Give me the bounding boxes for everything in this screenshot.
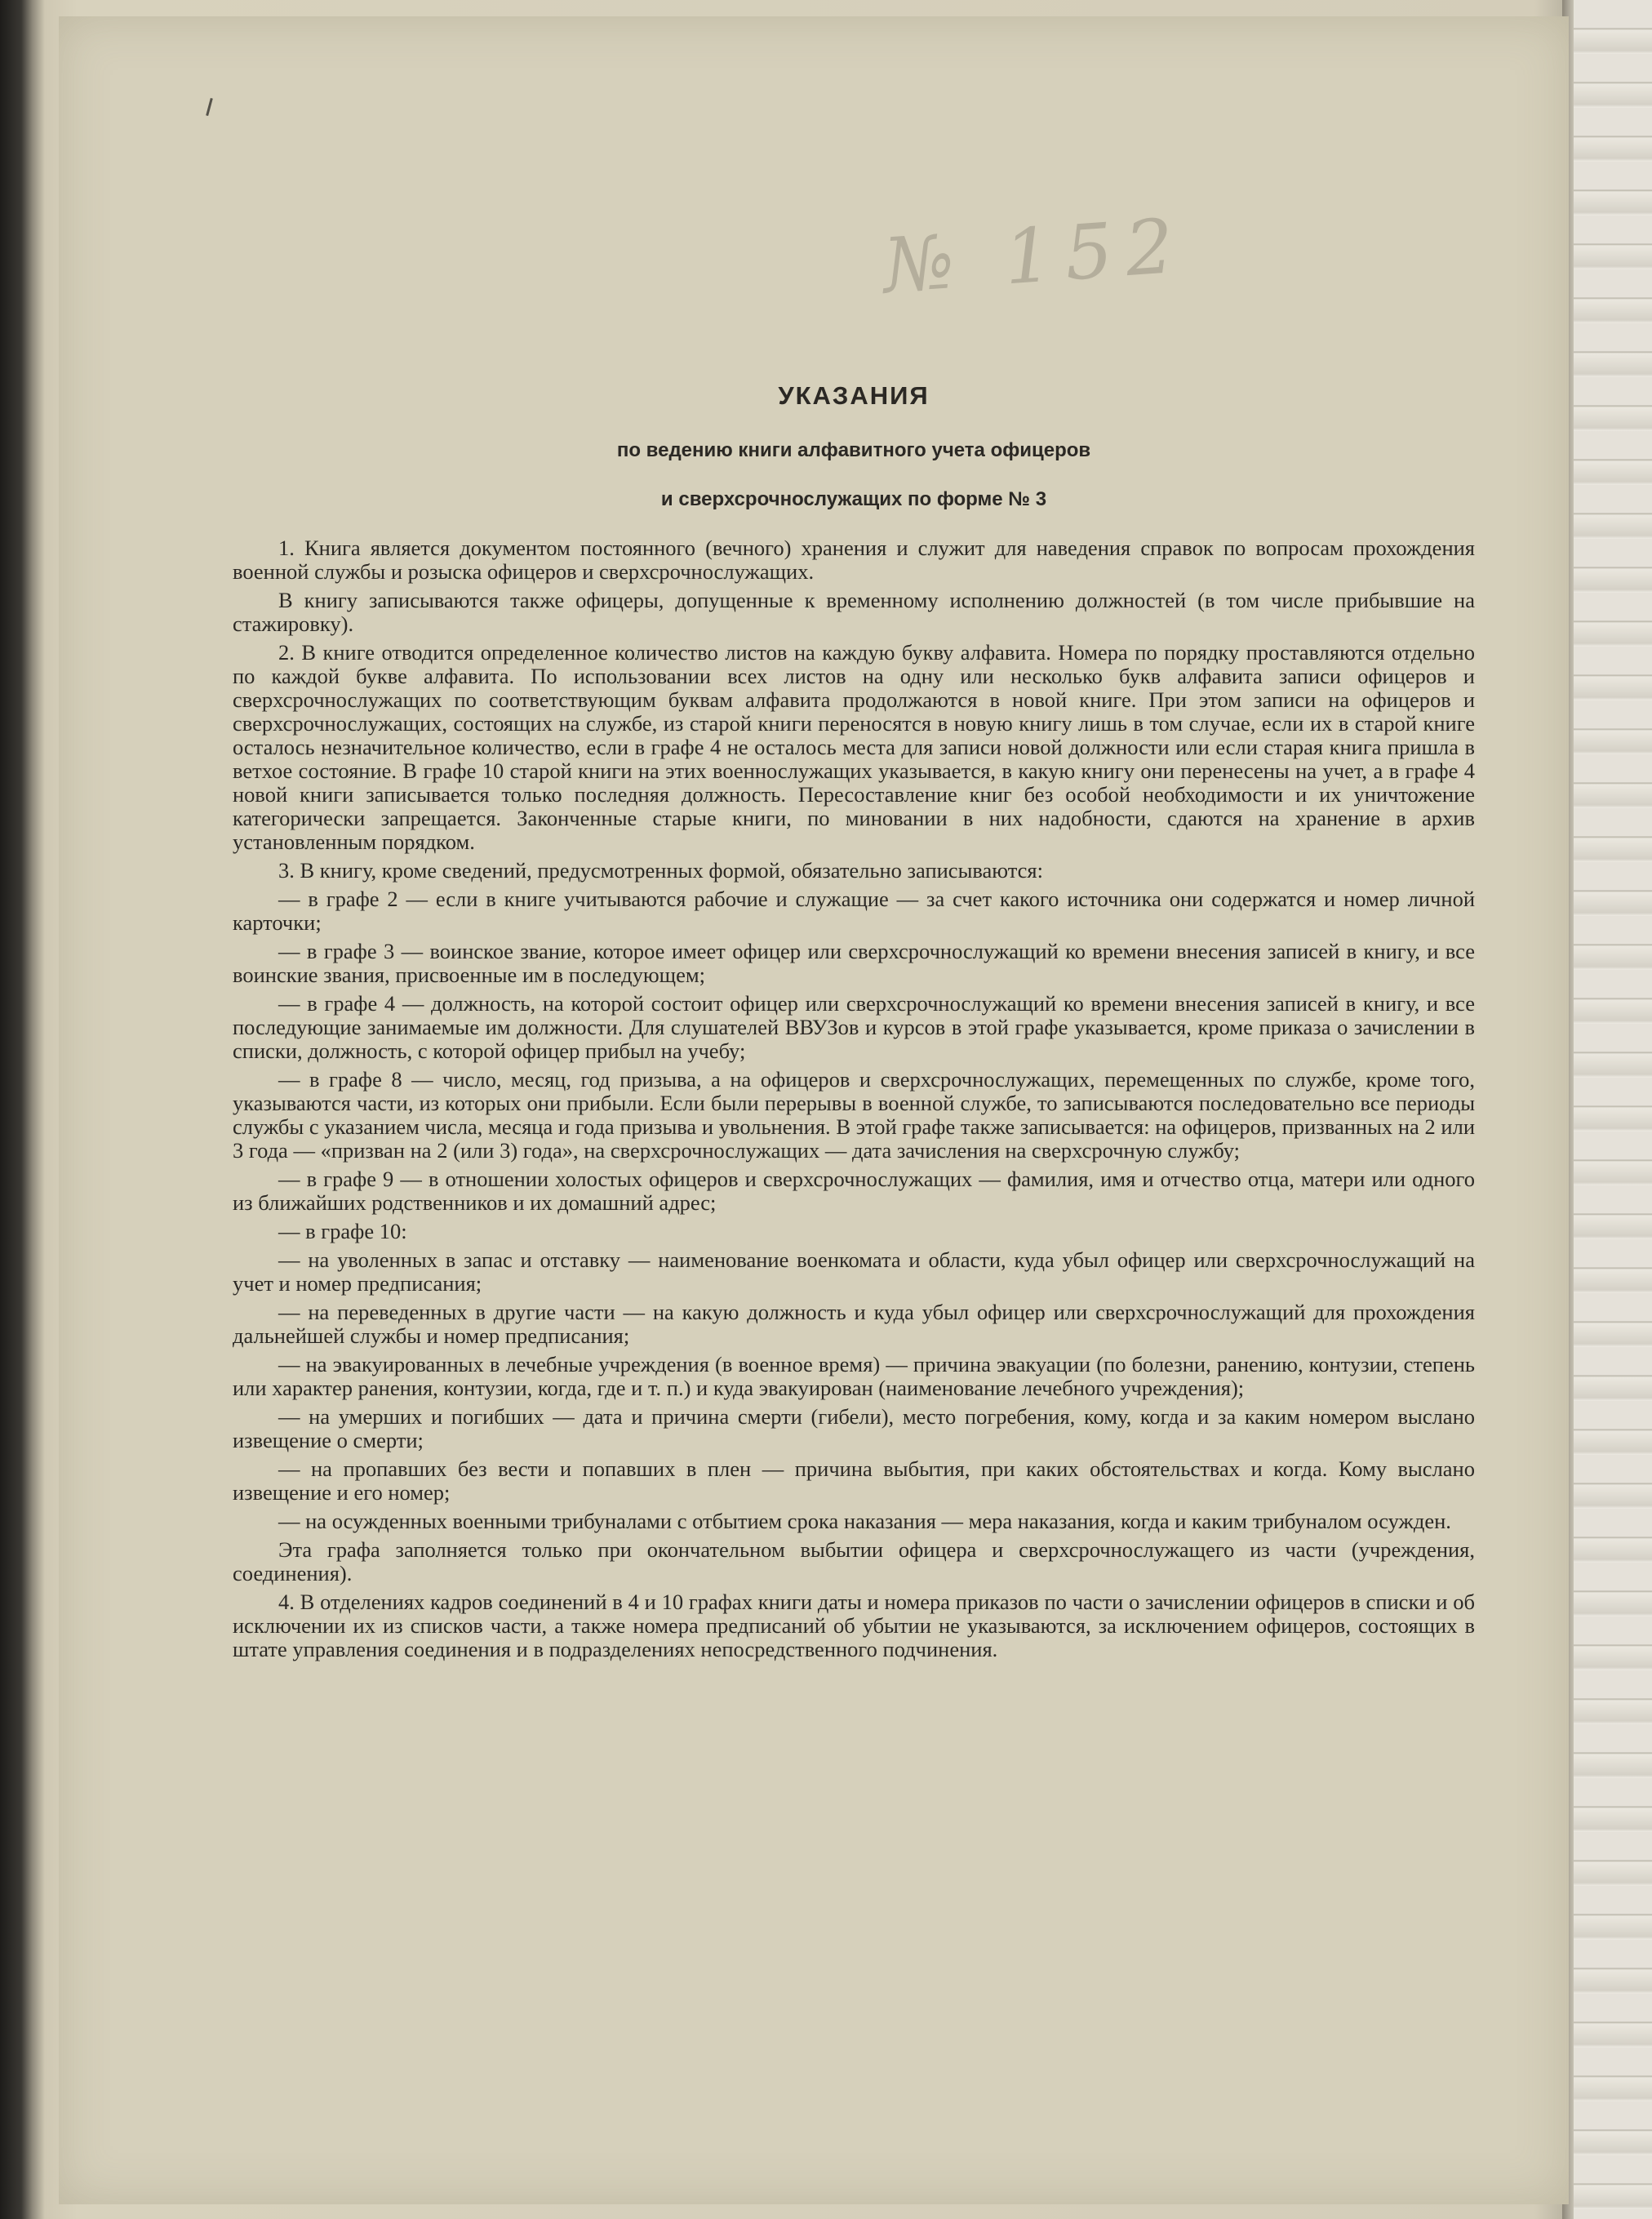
paragraph: — на умерших и погибших — дата и причина смерти (гибели), место погребения, кому, когда и за каким номером выслано извещение о смерти; [233, 1404, 1475, 1452]
document-title: УКАЗАНИЯ [778, 381, 930, 410]
paragraph: — на эвакуированных в лечебные учреждения (в военное время) — причина эвакуации (по болезни, ранению, контузии, степень или характер ранения, контузии, когда, где и т. п.) и куда эвакуирован (наименование лечебного учреждения); [233, 1352, 1475, 1400]
paragraph: — в графе 10: [278, 1219, 407, 1243]
paragraph: 1. Книга является документом постоянного (вечного) хранения и служит для наведения справок по вопросам прохождения военной службы и розыска офицеров и сверхсрочнослужащих. [233, 536, 1475, 584]
paragraph: — на уволенных в запас и отставку — наименование военкомата и области, куда убыл офицер или сверхсрочнослужащий на учет и номер предписания; [233, 1247, 1475, 1296]
paragraph: — на переведенных в другие части — на какую должность и куда убыл офицер или сверхсрочнослужащий для прохождения дальнейшей службы и номер предписания; [233, 1300, 1475, 1348]
paragraph: — в графе 2 — если в книге учитываются рабочие и служащие — за счет какого источника они содержатся и номер личной карточки; [233, 887, 1475, 935]
paragraph: Эта графа заполняется только при окончательном выбытии офицера и сверхсрочнослужащего из части (учреждения, соединения). [233, 1537, 1475, 1585]
paragraph: В книгу записываются также офицеры, допущенные к временному исполнению должностей (в том числе прибывшие на стажировку). [233, 588, 1475, 636]
paragraph: — на осужденных военными трибуналами с отбытием срока наказания — мера наказания, когда и каким трибуналом осужден. [278, 1509, 1451, 1533]
page-edges [1562, 0, 1652, 2219]
document-subtitle-line-2: и сверхсрочнослужащих по форме № 3 [660, 488, 1047, 510]
paragraph: 2. В книге отводится определенное количество листов на каждую букву алфавита. Номера по порядку проставляются отдельно по каждой букве алфавита. По использовании всех листов на одну или несколько букв алфавита записи офицеров и сверхсрочнослужащих по соответствующим буквам алфавита продолжаются в новой книге. При этом записи на офицеров и сверхсрочнослужащих, состоящих на службе, из старой книги переносятся в новую книгу лишь в том случае, если их в старой книге осталось незначительное количество, если в графе 4 не осталось места для записи новой должности или если старая книга пришла в ветхое состояние. В графе 10 старой книги на этих военнослужащих указывается, в какую книгу они перенесены на учет, а в графе 4 новой книги записывается только последняя должность. Пересоставление книг без особой необходимости и их уничтожение категорически запрещается. Законченные старые книги, по миновании в них надобности, сдаются на хранение в архив установленным порядком. [233, 640, 1475, 854]
handwritten-number: № 152 [880, 202, 1190, 310]
document-subtitle-line-1: по ведению книги алфавитного учета офицеров [616, 439, 1091, 461]
paragraph: 4. В отделениях кадров соединений в 4 и 10 графах книги даты и номера приказов по части о зачислении офицеров в списки и об исключении их из списков части, а также номера предписаний об убытии не указываются, за исключением офицеров, состоящих в штате управления соединения и в подразделениях непосредственного подчинения. [233, 1590, 1475, 1661]
paragraph: — в графе 8 — число, месяц, год призыва, а на офицеров и сверхсрочнослужащих, перемещенных по службе, кроме того, указываются части, из которых они прибыли. Если были перерывы в военной службе, то записываются последовательно все периоды службы с указанием числа, месяца и года призыва и увольнения. В этой графе также записывается: на офицеров, призванных на 2 или 3 года — «призван на 2 (или 3) года», на сверхсрочнослужащих — дата зачисления на сверхсрочную службу; [233, 1067, 1475, 1163]
document-body [233, 381, 1475, 1666]
paragraph: — на пропавших без вести и попавших в плен — причина выбытия, при каких обстоятельствах и когда. Кому выслано извещение и его номер; [233, 1456, 1475, 1505]
paragraph: — в графе 9 — в отношении холостых офицеров и сверхсрочнослужащих — фамилия, имя и отчество отца, матери или одного из ближайших родственников и их домашний адрес; [233, 1167, 1475, 1215]
paragraph: — в графе 4 — должность, на которой состоит офицер или сверхсрочнослужащий ко времени внесения записей в книгу, и все последующие занимаемые им должности. Для слушателей ВВУЗов и курсов в этой графе указывается, кроме приказа о зачислении в списки, должность, с которой офицер прибыл на учебу; [233, 991, 1475, 1063]
paragraph: 3. В книгу, кроме сведений, предусмотренных формой, обязательно записываются: [278, 858, 1043, 883]
paragraph: — в графе 3 — воинское звание, которое имеет офицер или сверхсрочнослужащий ко времени внесения записей в книгу, и все воинские звания, присвоенные им в последующем; [233, 939, 1475, 987]
